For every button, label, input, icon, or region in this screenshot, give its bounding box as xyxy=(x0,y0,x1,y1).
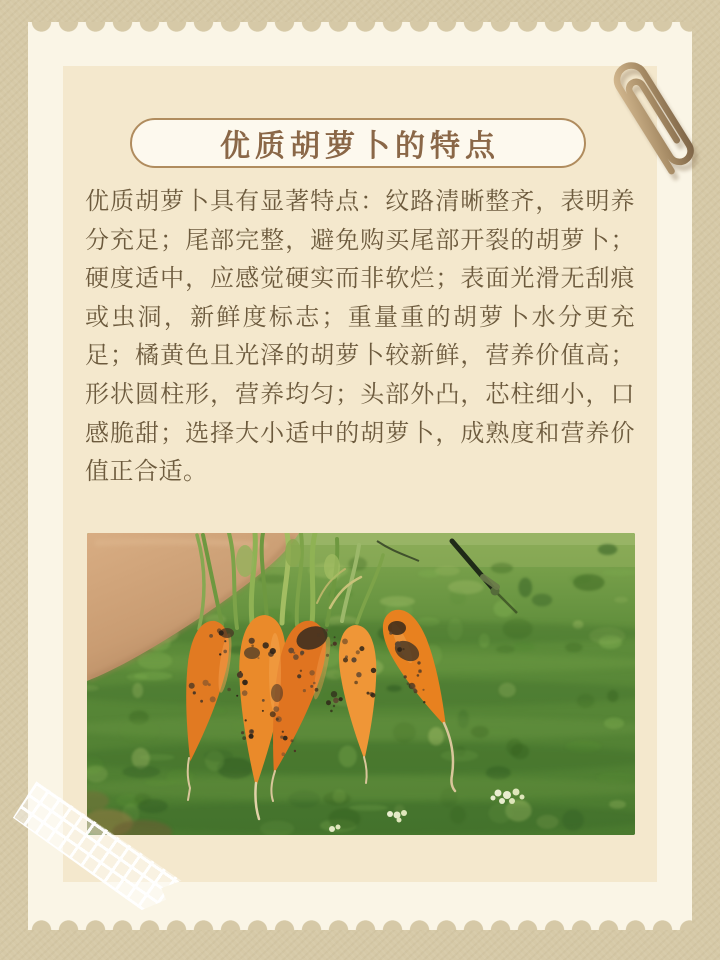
page-title: 优质胡萝卜的特点 xyxy=(220,129,500,164)
carrot-photo xyxy=(87,533,635,835)
scallop-edge-bottom xyxy=(28,919,692,930)
stamp-edged-paper xyxy=(28,22,692,930)
carrot-photo-art xyxy=(87,533,635,835)
scallop-edge-top xyxy=(28,22,692,33)
title-box xyxy=(130,118,586,168)
content-panel xyxy=(63,66,657,882)
article-body: 优质胡萝卜具有显著特点：纹路清晰整齐，表明养分充足；尾部完整，避免购买尾部开裂的胡萝卜；硬度适中，应感觉硬实而非软烂；表面光滑无刮痕或虫洞，新鲜度标志；重量重的胡萝卜水分更充足；橘黄色且光泽的胡萝卜较新鲜，营养价值高；形状圆柱形，营养均匀；头部外凸，芯柱细小，口感脆甜；选择大小适中的胡萝卜，成熟度和营养价值正合适。 xyxy=(85,187,635,486)
